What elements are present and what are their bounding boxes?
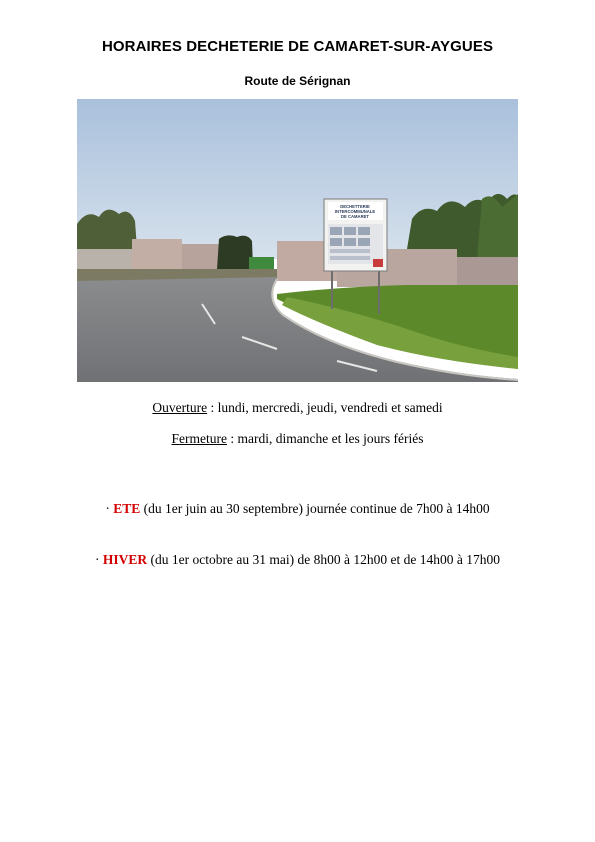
winter-hours bbox=[0, 552, 595, 568]
opening-label: Ouverture bbox=[152, 400, 208, 415]
winter-label: HIVER bbox=[102, 552, 148, 567]
page-subtitle: Route de Sérignan bbox=[244, 74, 351, 88]
decheterie-entrance-photo bbox=[77, 99, 518, 382]
sign-line-1: DECHETTERIE bbox=[340, 204, 370, 209]
winter-text: (du 1er octobre au 31 mai) de 8h00 à 12h00 et de 14h00 à 17h00 bbox=[147, 552, 500, 567]
opening-days bbox=[0, 400, 595, 416]
winter-bullet: · bbox=[95, 552, 103, 567]
closing-text: : mardi, dimanche et les jours fériés bbox=[227, 431, 424, 446]
summer-bullet: · bbox=[105, 501, 114, 516]
summer-label: ETE bbox=[113, 501, 141, 516]
closing-label: Fermeture bbox=[171, 431, 228, 446]
summer-text: (du 1er juin au 30 septembre) journée continue de 7h00 à 14h00 bbox=[140, 501, 490, 516]
opening-text: : lundi, mercredi, jeudi, vendredi et samedi bbox=[207, 400, 443, 415]
sign-line-2: INTERCOMMUNALE bbox=[334, 209, 376, 214]
page-title: HORAIRES DECHETERIE DE CAMARET-SUR-AYGUES bbox=[101, 38, 494, 55]
sign-line-3: DE CAMARET bbox=[341, 214, 369, 219]
summer-hours bbox=[0, 501, 595, 517]
closing-days bbox=[0, 431, 595, 447]
